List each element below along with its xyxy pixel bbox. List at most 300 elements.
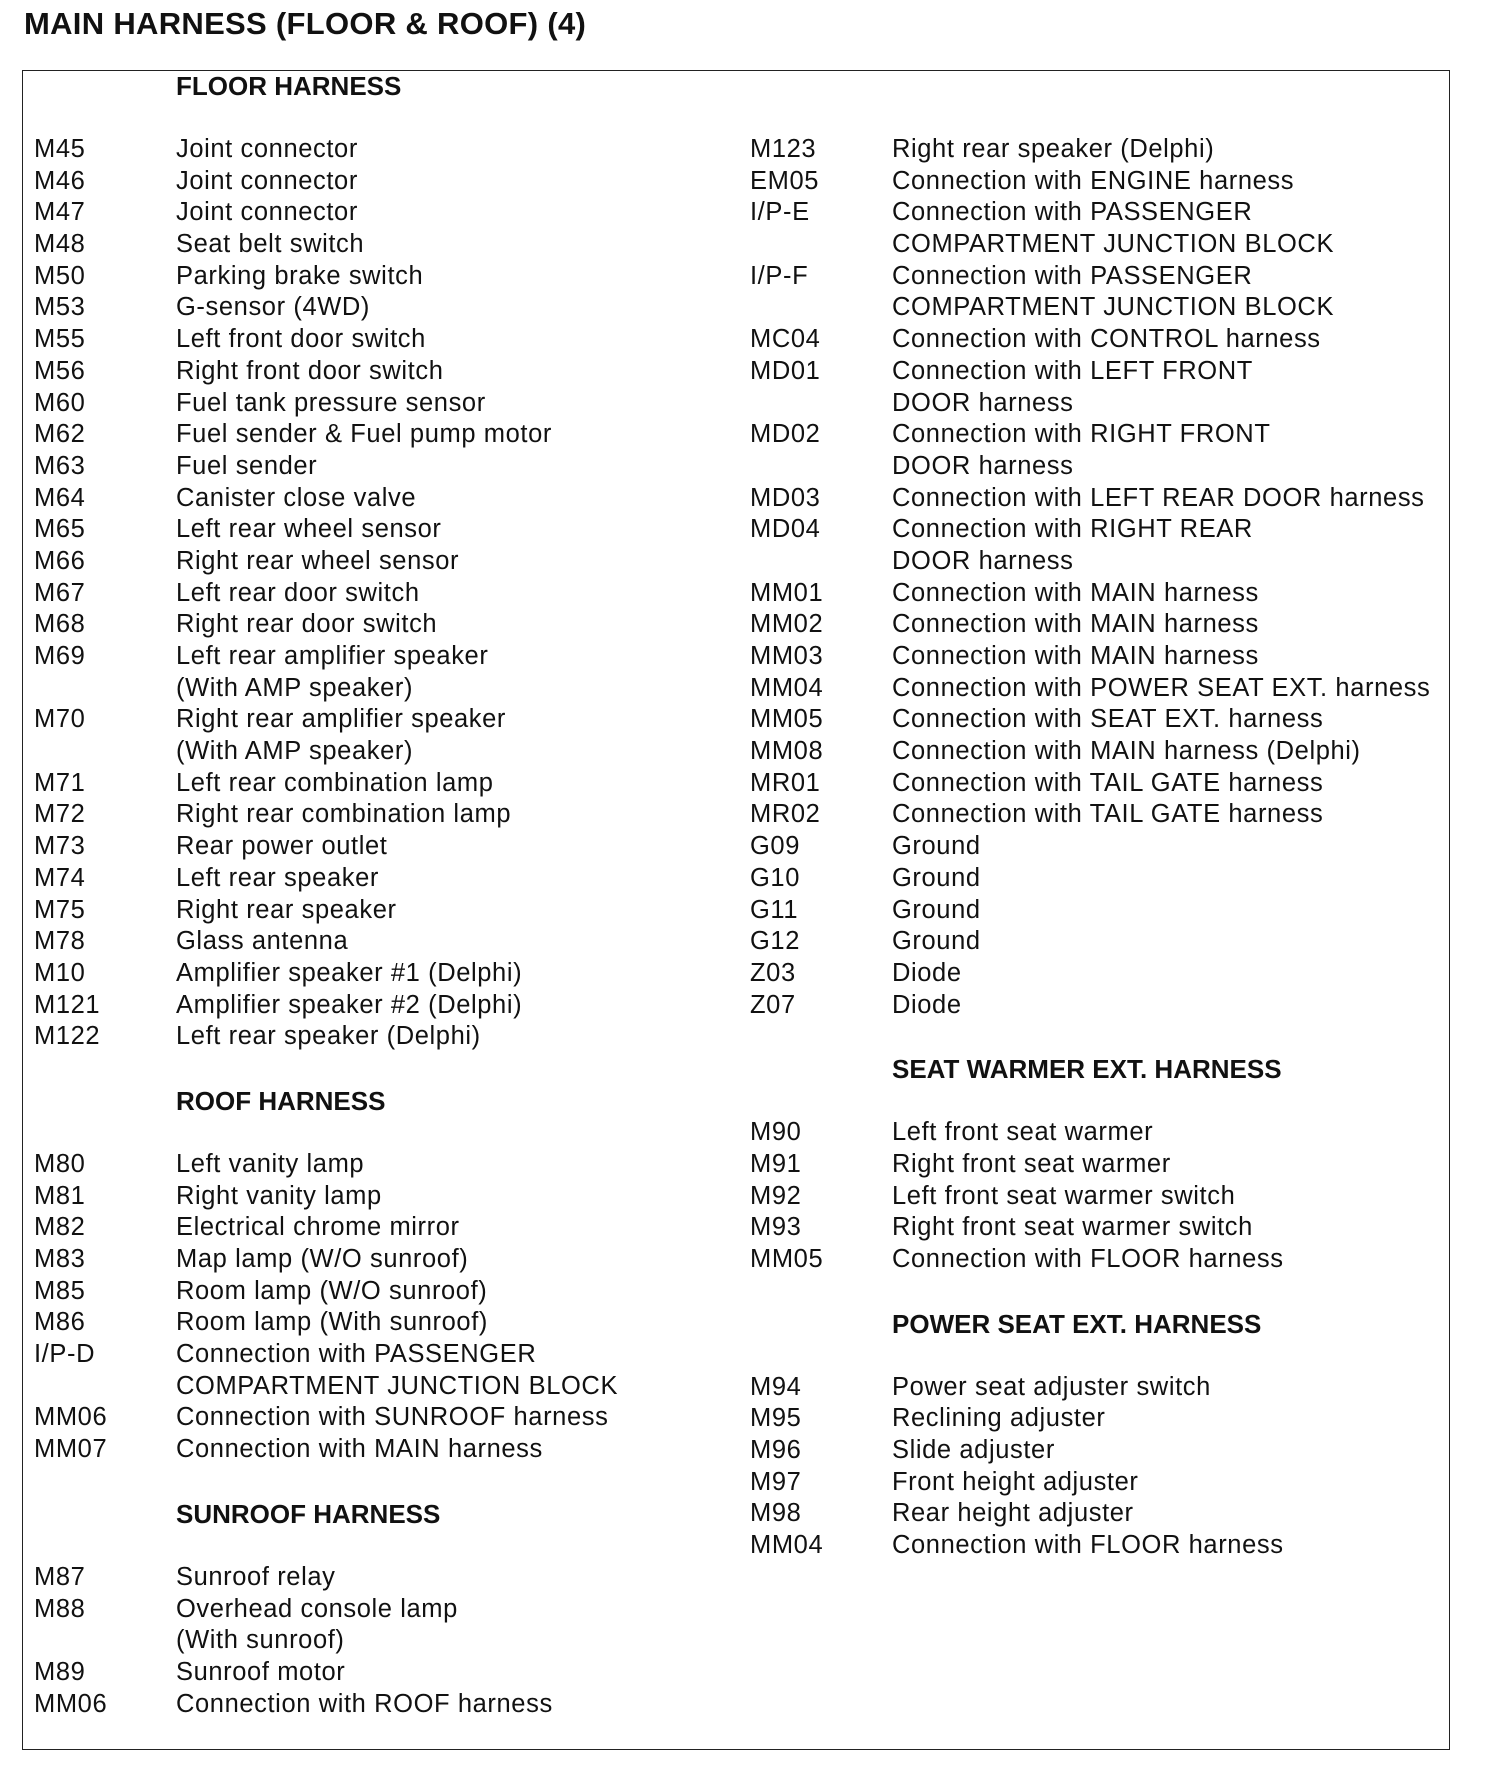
connector-code: M69 <box>34 642 86 670</box>
connector-description <box>176 768 734 800</box>
connector-description <box>176 261 734 293</box>
list-item <box>34 166 734 198</box>
list-item <box>34 1434 734 1466</box>
section-roof-harness <box>34 1085 734 1466</box>
section-continued <box>750 134 1450 1021</box>
entry-list <box>34 1562 734 1720</box>
description-line: Left rear door switch <box>176 578 420 607</box>
entry-list <box>750 1372 1450 1562</box>
list-item <box>34 1562 734 1594</box>
connector-code: M62 <box>34 420 86 449</box>
connector-description <box>176 546 734 578</box>
list-item <box>34 990 734 1022</box>
description-line: Connection with PASSENGER <box>892 261 1253 290</box>
connector-code: MD01 <box>750 356 821 385</box>
list-item <box>750 673 1450 705</box>
connector-code: M121 <box>34 990 101 1019</box>
description-line: Fuel tank pressure sensor <box>176 388 486 417</box>
description-line: Ground <box>892 863 981 892</box>
list-item <box>750 895 1450 927</box>
description-line: Right rear door switch <box>176 610 438 639</box>
connector-code: M93 <box>750 1213 802 1242</box>
connector-code: M50 <box>34 261 86 290</box>
list-item <box>34 229 734 261</box>
description-line: Connection with MAIN harness (Delphi) <box>892 737 1361 766</box>
connector-description <box>176 1181 734 1213</box>
section-power-seat-ext-harness <box>750 1308 1450 1562</box>
connector-code: M47 <box>34 198 86 227</box>
connector-description <box>176 1276 734 1308</box>
connector-description <box>176 1434 734 1466</box>
connector-description <box>892 1530 1450 1562</box>
description-line: Amplifier speaker #2 (Delphi) <box>176 990 523 1019</box>
connector-code: MD02 <box>750 420 821 449</box>
description-line: Connection with PASSENGER <box>892 198 1253 227</box>
connector-code: M63 <box>34 451 86 480</box>
connector-code: M74 <box>34 863 86 892</box>
list-item <box>750 768 1450 800</box>
connector-description <box>892 1181 1450 1213</box>
description-line: Sunroof motor <box>176 1657 346 1686</box>
connector-description <box>892 1149 1450 1181</box>
list-item <box>34 324 734 356</box>
description-line: Ground <box>892 895 981 924</box>
connector-description <box>176 1339 734 1402</box>
connector-description <box>176 292 734 324</box>
connector-code: M88 <box>34 1594 86 1623</box>
entry-list <box>750 134 1450 1021</box>
connector-description <box>176 641 734 704</box>
list-item <box>750 926 1450 958</box>
description-line: Right rear speaker <box>176 895 397 924</box>
list-item <box>750 1372 1450 1404</box>
description-line: Front height adjuster <box>892 1467 1139 1496</box>
connector-code: G11 <box>750 895 799 924</box>
list-item <box>750 1530 1450 1562</box>
connector-description <box>892 1117 1450 1149</box>
list-item <box>750 578 1450 610</box>
left-column <box>34 70 734 1752</box>
entry-list <box>34 1149 734 1466</box>
description-line: Right rear speaker (Delphi) <box>892 135 1215 163</box>
connector-code: G10 <box>750 863 800 892</box>
description-line: Seat belt switch <box>176 230 365 259</box>
connector-description <box>892 261 1450 324</box>
connector-code: M85 <box>34 1276 86 1305</box>
list-item <box>34 134 734 166</box>
description-line: Power seat adjuster switch <box>892 1372 1211 1401</box>
connector-description <box>892 926 1450 958</box>
connector-description <box>176 1657 734 1689</box>
list-item <box>34 1594 734 1657</box>
connector-code: MM07 <box>34 1435 108 1464</box>
list-item <box>34 419 734 451</box>
list-item <box>34 641 734 704</box>
description-line: Right front seat warmer switch <box>892 1213 1253 1242</box>
connector-description <box>892 1403 1450 1435</box>
connector-description <box>892 1435 1450 1467</box>
connector-code: M82 <box>34 1213 86 1242</box>
connector-description <box>176 1307 734 1339</box>
list-item <box>750 261 1450 324</box>
connector-description <box>176 863 734 895</box>
connector-description <box>176 1594 734 1657</box>
list-item <box>34 1212 734 1244</box>
list-item <box>34 451 734 483</box>
list-item <box>750 483 1450 515</box>
list-item <box>34 926 734 958</box>
list-item <box>34 1689 734 1721</box>
list-item <box>750 736 1450 768</box>
connector-code: M122 <box>34 1022 101 1051</box>
connector-description <box>892 356 1450 419</box>
connector-description <box>176 388 734 420</box>
section-title: ROOF HARNESS <box>176 1085 386 1116</box>
list-item <box>34 958 734 990</box>
description-line: Left front seat warmer <box>892 1118 1154 1147</box>
description-line: Left rear combination lamp <box>176 768 494 797</box>
connector-code: M83 <box>34 1245 86 1273</box>
entry-list <box>750 1117 1450 1275</box>
connector-code: MC04 <box>750 325 821 354</box>
connector-description <box>176 356 734 388</box>
connector-code: M71 <box>34 768 86 797</box>
connector-code: Z03 <box>750 958 796 987</box>
list-item <box>750 831 1450 863</box>
list-item <box>34 1402 734 1434</box>
description-line: Right front door switch <box>176 356 444 385</box>
connector-code: M89 <box>34 1657 86 1686</box>
description-line: Joint connector <box>176 166 358 195</box>
connector-description <box>176 958 734 990</box>
description-line: Overhead console lamp <box>176 1594 458 1623</box>
list-item <box>34 768 734 800</box>
description-line: Map lamp (W/O sunroof) <box>176 1245 469 1273</box>
connector-code: G09 <box>750 832 800 861</box>
connector-code: M80 <box>34 1149 86 1178</box>
connector-description <box>176 1244 734 1276</box>
connector-description <box>176 1021 734 1053</box>
description-line: COMPARTMENT JUNCTION BLOCK <box>176 1371 619 1400</box>
description-line: (With AMP speaker) <box>176 737 414 766</box>
description-line: Left rear speaker <box>176 863 379 892</box>
connector-code: MM06 <box>34 1689 108 1718</box>
connector-description <box>176 895 734 927</box>
connector-description <box>176 609 734 641</box>
connector-code: M96 <box>750 1436 802 1465</box>
page-title: MAIN HARNESS (FLOOR & ROOF) (4) <box>24 6 587 41</box>
list-item <box>34 863 734 895</box>
connector-description <box>176 134 734 166</box>
section-title: POWER SEAT EXT. HARNESS <box>892 1308 1262 1339</box>
list-item <box>34 197 734 229</box>
description-line: Diode <box>892 958 962 987</box>
connector-code: MR02 <box>750 800 821 829</box>
description-line: Connection with RIGHT FRONT <box>892 420 1271 449</box>
connector-description <box>176 990 734 1022</box>
list-item <box>750 609 1450 641</box>
description-line: Sunroof relay <box>176 1562 336 1591</box>
connector-code: MM04 <box>750 1531 824 1560</box>
section-seat-warmer-ext-harness <box>750 1053 1450 1275</box>
list-item <box>750 1498 1450 1530</box>
connector-code: MM02 <box>750 610 824 639</box>
connector-description <box>892 704 1450 736</box>
list-item <box>34 261 734 293</box>
list-item <box>750 134 1450 166</box>
connector-description <box>176 799 734 831</box>
connector-description <box>892 1467 1450 1499</box>
description-line: Electrical chrome mirror <box>176 1213 460 1242</box>
connector-description <box>176 704 734 767</box>
connector-description <box>892 958 1450 990</box>
list-item <box>750 704 1450 736</box>
description-line: Parking brake switch <box>176 261 424 290</box>
connector-code: EM05 <box>750 166 820 195</box>
section-title: SUNROOF HARNESS <box>176 1498 441 1529</box>
list-item <box>750 641 1450 673</box>
connector-description <box>176 926 734 958</box>
connector-code: M78 <box>34 927 86 956</box>
connector-code: MM08 <box>750 737 824 766</box>
connector-code: MM06 <box>34 1403 108 1432</box>
connector-description <box>176 1562 734 1594</box>
list-item <box>34 1657 734 1689</box>
connector-description <box>176 1212 734 1244</box>
description-line: Connection with RIGHT REAR <box>892 515 1253 544</box>
connector-description <box>176 197 734 229</box>
connector-code: M91 <box>750 1149 802 1178</box>
description-line: Connection with LEFT REAR DOOR harness <box>892 483 1425 512</box>
connector-description <box>176 324 734 356</box>
list-item <box>750 197 1450 260</box>
connector-code: MD03 <box>750 483 821 512</box>
description-line: Connection with MAIN harness <box>892 578 1259 607</box>
connector-code: Z07 <box>750 990 796 1019</box>
connector-description <box>892 1498 1450 1530</box>
description-line: Glass antenna <box>176 927 349 956</box>
connector-code: M86 <box>34 1308 86 1337</box>
connector-code: M70 <box>34 705 86 734</box>
list-item <box>750 1181 1450 1213</box>
list-item <box>34 1181 734 1213</box>
description-line: COMPARTMENT JUNCTION BLOCK <box>892 230 1335 259</box>
connector-description <box>892 895 1450 927</box>
description-line: DOOR harness <box>892 451 1074 480</box>
description-line: Diode <box>892 990 962 1019</box>
list-item <box>750 1244 1450 1276</box>
connector-description <box>176 419 734 451</box>
description-line: Joint connector <box>176 135 358 163</box>
connector-code: M67 <box>34 578 86 607</box>
description-line: G-sensor (4WD) <box>176 293 370 322</box>
connector-description <box>892 863 1450 895</box>
connector-code: M65 <box>34 515 86 544</box>
connector-description <box>892 1244 1450 1276</box>
description-line: Connection with SEAT EXT. harness <box>892 705 1324 734</box>
connector-description <box>176 1689 734 1721</box>
entry-list <box>34 134 734 1053</box>
connector-description <box>892 673 1450 705</box>
description-line: Rear height adjuster <box>892 1499 1134 1528</box>
list-item <box>34 514 734 546</box>
description-line: Connection with ROOF harness <box>176 1689 553 1718</box>
connector-description <box>892 1212 1450 1244</box>
list-item <box>750 324 1450 356</box>
connector-code: I/P-E <box>750 198 810 227</box>
description-line: Rear power outlet <box>176 832 388 861</box>
description-line: Slide adjuster <box>892 1436 1055 1465</box>
description-line: Canister close valve <box>176 483 417 512</box>
connector-description <box>892 609 1450 641</box>
connector-description <box>176 483 734 515</box>
list-item <box>750 1212 1450 1244</box>
list-item <box>750 799 1450 831</box>
list-item <box>750 958 1450 990</box>
list-item <box>34 1276 734 1308</box>
connector-description <box>892 324 1450 356</box>
connector-code: M56 <box>34 356 86 385</box>
list-item <box>750 356 1450 419</box>
connector-description <box>176 166 734 198</box>
connector-description <box>892 831 1450 863</box>
connector-code: MR01 <box>750 768 821 797</box>
connector-code: M81 <box>34 1181 86 1210</box>
description-line: Fuel sender <box>176 451 318 480</box>
description-line: Connection with MAIN harness <box>892 642 1259 670</box>
list-item <box>750 419 1450 482</box>
section-title: FLOOR HARNESS <box>176 71 402 101</box>
connector-description <box>176 1402 734 1434</box>
connector-description <box>892 641 1450 673</box>
description-line: Ground <box>892 832 981 861</box>
connector-description <box>892 419 1450 482</box>
connector-description <box>892 1372 1450 1404</box>
connector-code: M55 <box>34 325 86 354</box>
description-line: Left front seat warmer switch <box>892 1181 1236 1210</box>
connector-description <box>892 134 1450 166</box>
list-item <box>34 831 734 863</box>
connector-code: M46 <box>34 166 86 195</box>
list-item <box>34 546 734 578</box>
description-line: Connection with PASSENGER <box>176 1340 537 1369</box>
description-line: Connection with CONTROL harness <box>892 325 1321 354</box>
connector-code: MD04 <box>750 515 821 544</box>
connector-description <box>892 166 1450 198</box>
description-line: Left rear wheel sensor <box>176 515 442 544</box>
list-item <box>34 1149 734 1181</box>
connector-code: M10 <box>34 958 86 987</box>
description-line: Connection with MAIN harness <box>176 1435 543 1464</box>
connector-code: M73 <box>34 832 86 861</box>
connector-description <box>892 514 1450 577</box>
connector-code: M87 <box>34 1562 86 1591</box>
connector-description <box>892 990 1450 1022</box>
connector-code: I/P-F <box>750 261 809 290</box>
description-line: Room lamp (W/O sunroof) <box>176 1276 488 1305</box>
connector-code: I/P-D <box>34 1340 96 1369</box>
connector-code: M97 <box>750 1467 802 1496</box>
connector-code: M64 <box>34 483 86 512</box>
list-item <box>34 292 734 324</box>
connector-code: M66 <box>34 546 86 575</box>
connector-code: MM01 <box>750 578 824 607</box>
list-item <box>34 356 734 388</box>
connector-code: M95 <box>750 1404 802 1433</box>
description-line: (With sunroof) <box>176 1626 345 1655</box>
list-item <box>34 388 734 420</box>
description-line: Amplifier speaker #1 (Delphi) <box>176 958 523 987</box>
section-title: SEAT WARMER EXT. HARNESS <box>892 1054 1282 1085</box>
description-line: Connection with FLOOR harness <box>892 1245 1284 1273</box>
connector-code: M68 <box>34 610 86 639</box>
list-item <box>750 1117 1450 1149</box>
connector-code: MM04 <box>750 673 824 702</box>
connector-description <box>176 229 734 261</box>
connector-code: M123 <box>750 135 817 163</box>
connector-code: M48 <box>34 230 86 259</box>
connector-description <box>176 1149 734 1181</box>
description-line: Room lamp (With sunroof) <box>176 1308 488 1337</box>
description-line: Connection with FLOOR harness <box>892 1531 1284 1560</box>
description-line: Left rear amplifier speaker <box>176 642 489 670</box>
connector-code: G12 <box>750 927 800 956</box>
right-column <box>750 70 1450 1594</box>
description-line: Right rear wheel sensor <box>176 546 460 575</box>
section-sunroof-harness <box>34 1498 734 1720</box>
description-line: DOOR harness <box>892 388 1074 417</box>
list-item <box>34 609 734 641</box>
list-item <box>34 799 734 831</box>
list-item <box>34 704 734 767</box>
description-line: Connection with TAIL GATE harness <box>892 768 1324 797</box>
description-line: Right vanity lamp <box>176 1181 382 1210</box>
connector-code: M94 <box>750 1372 802 1401</box>
connector-description <box>176 451 734 483</box>
description-line: Reclining adjuster <box>892 1404 1106 1433</box>
list-item <box>750 863 1450 895</box>
list-item <box>750 166 1450 198</box>
description-line: Connection with POWER SEAT EXT. harness <box>892 673 1431 702</box>
connector-code: MM05 <box>750 705 824 734</box>
description-line: Joint connector <box>176 198 358 227</box>
list-item <box>34 578 734 610</box>
description-line: Connection with TAIL GATE harness <box>892 800 1324 829</box>
list-item <box>34 895 734 927</box>
connector-description <box>892 197 1450 260</box>
connector-description <box>892 768 1450 800</box>
description-line: Connection with LEFT FRONT <box>892 356 1253 385</box>
description-line: Left front door switch <box>176 325 426 354</box>
connector-code: M45 <box>34 135 86 163</box>
description-line: Left rear speaker (Delphi) <box>176 1022 481 1051</box>
connector-code: MM05 <box>750 1245 824 1273</box>
description-line: Right front seat warmer <box>892 1149 1171 1178</box>
connector-description <box>892 578 1450 610</box>
section-floor-harness <box>34 70 734 1053</box>
description-line: DOOR harness <box>892 546 1074 575</box>
connector-code: M98 <box>750 1499 802 1528</box>
description-line: Fuel sender & Fuel pump motor <box>176 420 552 449</box>
description-line: Left vanity lamp <box>176 1149 365 1178</box>
list-item <box>34 483 734 515</box>
list-item <box>34 1021 734 1053</box>
list-item <box>750 1467 1450 1499</box>
connector-code: MM03 <box>750 642 824 670</box>
list-item <box>750 990 1450 1022</box>
connector-code: M75 <box>34 895 86 924</box>
list-item <box>750 1403 1450 1435</box>
